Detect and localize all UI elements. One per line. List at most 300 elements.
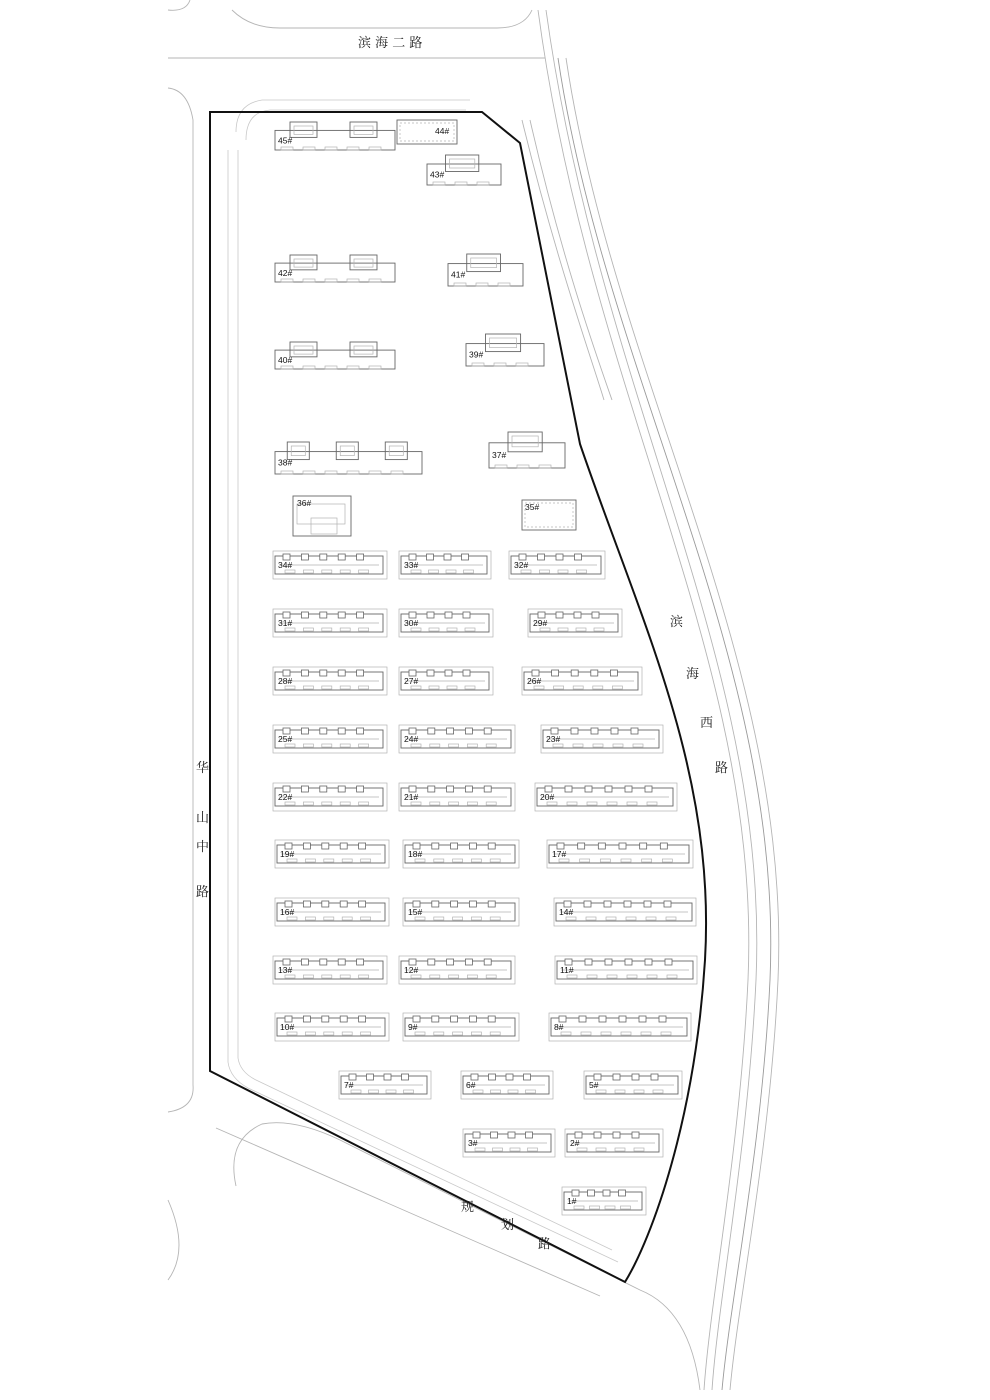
building-8 <box>549 1013 691 1041</box>
building-5 <box>584 1071 682 1099</box>
building-balcony <box>661 1032 671 1035</box>
building-balcony <box>449 975 459 978</box>
building-28 <box>273 667 387 695</box>
building-45 <box>275 122 395 150</box>
building-balcony <box>495 465 507 468</box>
building-core <box>588 1190 595 1196</box>
building-balcony <box>498 283 510 286</box>
building-balcony <box>493 1148 503 1151</box>
building-balcony <box>287 859 297 862</box>
building-balcony <box>322 744 332 747</box>
building-balcony <box>596 1090 606 1093</box>
building-core <box>524 1074 531 1080</box>
building-core <box>338 728 345 734</box>
building-balcony <box>586 917 596 920</box>
building-core <box>632 1132 639 1138</box>
building-core <box>639 1016 646 1022</box>
building-balcony <box>434 917 444 920</box>
building-label: 22# <box>278 792 293 802</box>
building-balcony <box>342 1032 352 1035</box>
building-17 <box>547 840 693 868</box>
building-core <box>651 1074 658 1080</box>
building-core <box>469 843 476 849</box>
building-label: 3# <box>468 1138 478 1148</box>
building-29 <box>528 609 622 637</box>
building-22 <box>273 783 387 811</box>
building-balcony <box>473 1090 483 1093</box>
building-core <box>303 901 310 907</box>
building-core <box>604 901 611 907</box>
building-balcony <box>634 1090 644 1093</box>
building-stair <box>291 446 305 456</box>
building-core <box>488 1016 495 1022</box>
building-balcony <box>486 802 496 805</box>
building-label: 10# <box>280 1022 295 1032</box>
building-18 <box>403 840 519 868</box>
building-core <box>660 843 667 849</box>
building-balcony <box>449 802 459 805</box>
building-balcony <box>491 1090 501 1093</box>
building-balcony <box>369 366 381 369</box>
building-balcony <box>434 1032 444 1035</box>
building-core <box>575 554 582 560</box>
building-10 <box>275 1013 389 1041</box>
building-balcony <box>347 366 359 369</box>
building-balcony <box>449 744 459 747</box>
building-balcony <box>359 744 369 747</box>
building-core <box>465 728 472 734</box>
building-balcony <box>566 917 576 920</box>
building-balcony <box>642 859 652 862</box>
building-core <box>645 959 652 965</box>
building-stair <box>450 159 475 168</box>
building-balcony <box>540 570 550 573</box>
building-11 <box>555 956 697 984</box>
building-balcony <box>325 366 337 369</box>
building-balcony <box>621 1206 631 1209</box>
building-stair <box>340 446 354 456</box>
building-label: 21# <box>404 792 419 802</box>
building-balcony <box>324 917 334 920</box>
building-balcony <box>285 744 295 747</box>
road-label-west-3: 中 <box>196 840 210 855</box>
building-core <box>598 843 605 849</box>
building-balcony <box>429 686 439 689</box>
building-core <box>605 959 612 965</box>
building-42 <box>275 255 395 282</box>
building-balcony <box>415 1032 425 1035</box>
building-core <box>579 1016 586 1022</box>
building-core <box>338 554 345 560</box>
building-core <box>320 670 327 676</box>
building-label: 25# <box>278 734 293 744</box>
building-core <box>338 959 345 965</box>
building-label: 26# <box>527 676 542 686</box>
building-label: 38# <box>278 457 293 468</box>
building-3 <box>463 1129 555 1157</box>
building-balcony <box>411 744 421 747</box>
building-core <box>367 1074 374 1080</box>
building-balcony <box>340 628 350 631</box>
building-core <box>432 843 439 849</box>
building-balcony <box>430 802 440 805</box>
building-label: 35# <box>525 502 540 512</box>
building-core <box>484 959 491 965</box>
building-balcony <box>534 686 544 689</box>
building-balcony <box>285 570 295 573</box>
building-25 <box>273 725 387 753</box>
building-balcony <box>653 1090 663 1093</box>
building-core <box>428 959 435 965</box>
building-balcony <box>287 1032 297 1035</box>
building-core <box>585 786 592 792</box>
building-core <box>427 612 434 618</box>
building-label: 15# <box>408 907 423 917</box>
building-balcony <box>526 1090 536 1093</box>
building-core <box>445 612 452 618</box>
building-core <box>357 554 364 560</box>
building-core <box>594 1132 601 1138</box>
building-balcony <box>430 975 440 978</box>
building-core <box>571 728 578 734</box>
building-core <box>463 612 470 618</box>
building-label: 13# <box>278 965 293 975</box>
building-balcony <box>411 975 421 978</box>
building-balcony <box>581 1032 591 1035</box>
building-label: 23# <box>546 734 561 744</box>
road-label-south-3: 路 <box>538 1237 552 1252</box>
road-label-south-1: 规 <box>461 1200 475 1215</box>
building-balcony <box>340 802 350 805</box>
building-37 <box>489 432 565 468</box>
building-26 <box>522 667 642 695</box>
building-core <box>340 843 347 849</box>
building-balcony <box>490 917 500 920</box>
building-balcony <box>411 570 421 573</box>
building-balcony <box>285 975 295 978</box>
building-core <box>613 1132 620 1138</box>
building-balcony <box>471 917 481 920</box>
building-core <box>303 843 310 849</box>
building-core <box>489 1074 496 1080</box>
building-label: 29# <box>533 618 548 628</box>
road-label-west-2: 山 <box>196 811 210 826</box>
building-balcony <box>475 1148 485 1151</box>
building-balcony <box>404 1090 414 1093</box>
building-label: 12# <box>404 965 419 975</box>
building-balcony <box>281 279 293 282</box>
building-core <box>508 1132 515 1138</box>
building-core <box>624 901 631 907</box>
building-39 <box>466 334 544 366</box>
building-balcony <box>494 363 506 366</box>
building-balcony <box>340 570 350 573</box>
building-balcony <box>559 859 569 862</box>
building-core <box>644 901 651 907</box>
building-balcony <box>490 859 500 862</box>
building-core <box>465 959 472 965</box>
building-balcony <box>454 283 466 286</box>
road-label-east-3: 西 <box>700 716 714 731</box>
building-balcony <box>303 279 315 282</box>
building-38 <box>275 442 422 474</box>
building-label: 43# <box>430 169 445 180</box>
building-balcony <box>285 628 295 631</box>
building-core <box>338 670 345 676</box>
building-core <box>610 670 617 676</box>
building-balcony <box>303 471 315 474</box>
building-core <box>359 1016 366 1022</box>
building-core <box>338 786 345 792</box>
building-6 <box>461 1071 553 1099</box>
building-core <box>301 728 308 734</box>
building-balcony <box>613 744 623 747</box>
building-core <box>322 901 329 907</box>
building-balcony <box>325 279 337 282</box>
building-balcony <box>486 975 496 978</box>
building-balcony <box>621 1032 631 1035</box>
building-balcony <box>594 628 604 631</box>
building-23 <box>541 725 663 753</box>
building-balcony <box>615 1148 625 1151</box>
building-core <box>427 554 434 560</box>
building-34 <box>273 551 387 579</box>
building-core <box>444 554 451 560</box>
building-21 <box>399 783 515 811</box>
building-label: 19# <box>280 849 295 859</box>
building-core <box>484 728 491 734</box>
road-label-east-1: 滨 <box>670 615 684 630</box>
building-core <box>320 959 327 965</box>
building-core <box>486 334 521 352</box>
building-core <box>451 901 458 907</box>
building-label: 41# <box>451 269 466 280</box>
building-balcony <box>429 628 439 631</box>
building-core <box>359 843 366 849</box>
building-core <box>303 1016 310 1022</box>
building-7 <box>339 1071 431 1099</box>
building-balcony <box>322 802 332 805</box>
building-balcony <box>516 363 528 366</box>
building-core <box>484 786 491 792</box>
building-14 <box>554 898 696 926</box>
building-core <box>645 786 652 792</box>
building-core <box>599 1016 606 1022</box>
building-label: 8# <box>554 1022 564 1032</box>
building-27 <box>399 667 493 695</box>
building-balcony <box>596 1148 606 1151</box>
building-balcony <box>447 686 457 689</box>
building-balcony <box>415 859 425 862</box>
building-balcony <box>453 1032 463 1035</box>
building-balcony <box>465 686 475 689</box>
building-balcony <box>576 628 586 631</box>
building-30 <box>399 609 493 637</box>
building-label: 6# <box>466 1080 476 1090</box>
building-core <box>578 843 585 849</box>
building-9 <box>403 1013 519 1041</box>
building-core <box>320 554 327 560</box>
building-core <box>467 254 501 272</box>
building-label: 24# <box>404 734 419 744</box>
road-label-west-4: 路 <box>196 885 210 900</box>
building-balcony <box>606 917 616 920</box>
building-balcony <box>305 917 315 920</box>
building-core <box>428 728 435 734</box>
building-core <box>340 1016 347 1022</box>
building-balcony <box>411 802 421 805</box>
building-label: 5# <box>589 1080 599 1090</box>
site-boundary <box>210 112 706 1282</box>
building-core <box>631 728 638 734</box>
building-core <box>320 786 327 792</box>
building-balcony <box>322 570 332 573</box>
building-core <box>447 959 454 965</box>
building-balcony <box>322 628 332 631</box>
road-label-east-4: 路 <box>715 761 729 776</box>
building-balcony <box>573 686 583 689</box>
building-core <box>565 786 572 792</box>
building-core <box>591 670 598 676</box>
building-balcony <box>369 1090 379 1093</box>
building-core <box>445 670 452 676</box>
building-core <box>552 670 559 676</box>
building-balcony <box>359 628 369 631</box>
building-core <box>640 843 647 849</box>
building-balcony <box>627 802 637 805</box>
building-balcony <box>464 570 474 573</box>
building-43 <box>427 155 501 185</box>
building-core <box>664 901 671 907</box>
building-balcony <box>429 570 439 573</box>
building-balcony <box>467 802 477 805</box>
building-balcony <box>573 744 583 747</box>
building-core <box>463 670 470 676</box>
building-balcony <box>590 1206 600 1209</box>
building-core <box>613 1074 620 1080</box>
building-balcony <box>486 744 496 747</box>
building-balcony <box>453 917 463 920</box>
building-label: 11# <box>560 965 574 975</box>
building-stair <box>389 446 403 456</box>
building-balcony <box>634 1148 644 1151</box>
building-balcony <box>476 283 488 286</box>
building-balcony <box>324 859 334 862</box>
building-balcony <box>465 628 475 631</box>
building-balcony <box>359 570 369 573</box>
building-balcony <box>587 802 597 805</box>
building-core <box>357 612 364 618</box>
building-stair <box>471 258 497 268</box>
building-core <box>488 843 495 849</box>
building-balcony <box>303 975 313 978</box>
building-label: 40# <box>278 354 293 365</box>
building-balcony <box>305 1032 315 1035</box>
building-balcony <box>303 366 315 369</box>
building-balcony <box>340 975 350 978</box>
building-label: 32# <box>514 560 529 570</box>
building-balcony <box>322 975 332 978</box>
building-annex <box>311 518 337 534</box>
building-core <box>632 1074 639 1080</box>
building-balcony <box>472 363 484 366</box>
building-balcony <box>621 859 631 862</box>
building-32 <box>509 551 605 579</box>
building-core <box>469 1016 476 1022</box>
building-balcony <box>667 975 677 978</box>
building-balcony <box>359 802 369 805</box>
building-balcony <box>558 628 568 631</box>
building-balcony <box>325 471 337 474</box>
building-core <box>538 554 545 560</box>
building-balcony <box>647 975 657 978</box>
road-label-west-1: 华 <box>196 761 210 776</box>
building-core <box>357 959 364 965</box>
building-1 <box>562 1187 646 1215</box>
building-balcony <box>490 1032 500 1035</box>
building-balcony <box>510 1148 520 1151</box>
building-balcony <box>615 1090 625 1093</box>
building-core <box>432 901 439 907</box>
building-core <box>447 728 454 734</box>
building-balcony <box>567 802 577 805</box>
building-balcony <box>593 744 603 747</box>
building-balcony <box>471 859 481 862</box>
building-balcony <box>322 686 332 689</box>
building-balcony <box>567 975 577 978</box>
building-label: 14# <box>559 907 574 917</box>
building-balcony <box>554 686 564 689</box>
building-core <box>469 901 476 907</box>
building-balcony <box>303 802 313 805</box>
building-core <box>322 843 329 849</box>
building-core <box>585 959 592 965</box>
building-balcony <box>528 1148 538 1151</box>
building-balcony <box>641 1032 651 1035</box>
building-balcony <box>386 1090 396 1093</box>
road-label-east-2: 海 <box>686 667 700 682</box>
building-balcony <box>340 744 350 747</box>
building-core <box>357 728 364 734</box>
building-core <box>301 554 308 560</box>
building-balcony <box>607 802 617 805</box>
building-core <box>451 1016 458 1022</box>
building-balcony <box>287 917 297 920</box>
building-core <box>574 612 581 618</box>
building-balcony <box>580 859 590 862</box>
building-balcony <box>577 570 587 573</box>
building-balcony <box>303 686 313 689</box>
building-core <box>625 959 632 965</box>
building-balcony <box>281 471 293 474</box>
building-balcony <box>587 975 597 978</box>
building-balcony <box>340 686 350 689</box>
building-core <box>301 959 308 965</box>
building-balcony <box>369 279 381 282</box>
building-balcony <box>359 686 369 689</box>
building-balcony <box>369 471 381 474</box>
building-15 <box>403 898 519 926</box>
building-balcony <box>666 917 676 920</box>
building-core <box>340 901 347 907</box>
building-outline <box>275 452 422 474</box>
building-40 <box>275 342 395 369</box>
building-balcony <box>600 859 610 862</box>
building-balcony <box>342 917 352 920</box>
building-balcony <box>539 465 551 468</box>
building-footprints <box>273 120 700 1215</box>
building-balcony <box>446 570 456 573</box>
